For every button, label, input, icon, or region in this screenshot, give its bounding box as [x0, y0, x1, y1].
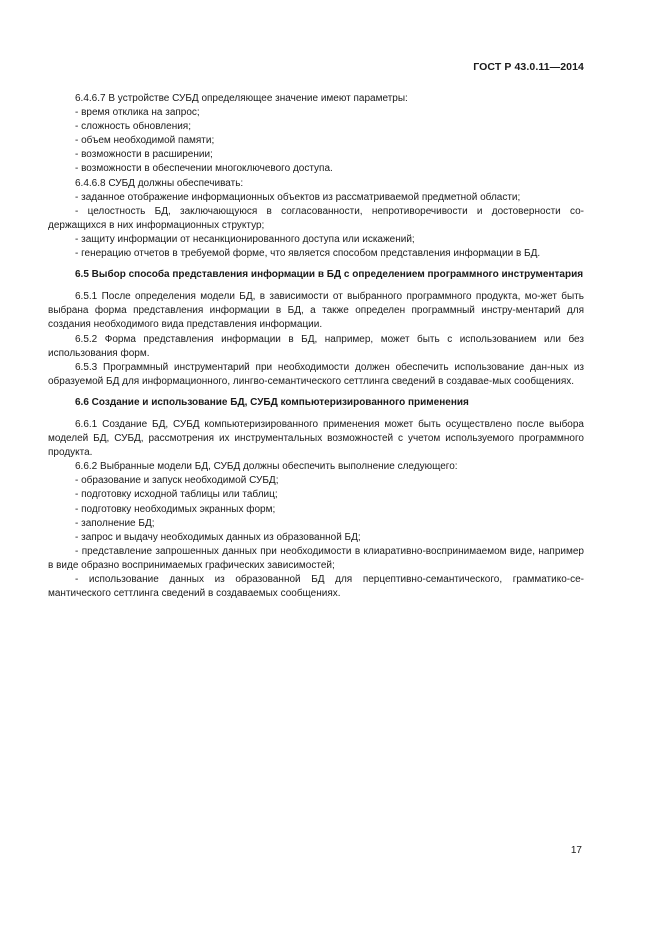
list-item: - образование и запуск необходимой СУБД;: [75, 475, 279, 487]
list-item: - сложность обновления;: [75, 121, 192, 133]
clause-6-5-1: 6.5.1 После определения модели БД, в зависимости от выбранного программного продукта, мо-жет быть выбрана форма представления информации в БД, а также определен программный инстру-ментарий для создания необходимого вида представления информации.: [48, 291, 584, 331]
clause-6-4-6-8: 6.4.6.8 СУБД должны обеспечивать:: [75, 177, 244, 189]
section-heading-6-6: 6.6 Создание и использование БД, СУБД компьютеризированного применения: [75, 396, 469, 408]
list-item: - подготовку исходной таблицы или таблиц;: [75, 489, 278, 501]
list-item: - возможности в обеспечении многоключевого доступа.: [75, 163, 333, 175]
clause-6-5-3: 6.5.3 Программный инструментарий при необходимости должен обеспечить использование дан-ных из образуемой БД для информационного, лингво-семантического сеттлинга сведений в создавае-мых сообщениях.: [48, 361, 584, 387]
list-item: - целостность БД, заключающуюся в согласованности, непротиворечивости и достоверности со-держащихся в них информационных структур;: [48, 205, 584, 231]
list-item: - защиту информации от несанкционированного доступа или искажений;: [75, 233, 415, 245]
clause-6-4-6-7: 6.4.6.7 В устройстве СУБД определяющее значение имеют параметры:: [75, 93, 408, 104]
list-item: - заполнение БД;: [75, 517, 155, 529]
list-item: - запрос и выдачу необходимых данных из образованной БД;: [75, 531, 361, 543]
list-item: - представление запрошенных данных при необходимости в клиаративно-воспринимаемом виде, например в виде образно воспринимаемых графических зависимостей;: [48, 545, 584, 571]
clause-6-5-2: 6.5.2 Форма представления информации в БД, например, может быть с использованием или без использования форм.: [48, 333, 584, 359]
list-item: - использование данных из образованной БД для перцептивно-семантического, грамматико-се-мантического сеттлинга сведений в создаваемых сообщениях.: [48, 574, 584, 600]
list-item: - заданное отображение информационных объектов из рассматриваемой предметной области;: [75, 191, 521, 203]
clause-6-6-2: 6.6.2 Выбранные модели БД, СУБД должны обеспечить выполнение следующего:: [75, 461, 458, 473]
page-content: [48, 92, 584, 601]
page-number: 17: [570, 845, 582, 856]
list-item: - объем необходимой памяти;: [75, 135, 215, 147]
list-item: - время отклика на запрос;: [75, 107, 200, 119]
clause-6-6-1: 6.6.1 Создание БД, СУБД компьютеризированного применения может быть осуществлено после выбора моделей БД, СУБД, рассмотрения их инструментальных возможностей с учетом используемого программного продукта.: [48, 418, 584, 459]
document-code: ГОСТ Р 43.0.11—2014: [473, 61, 584, 73]
list-item: - возможности в расширении;: [75, 149, 213, 161]
section-heading-6-5: 6.5 Выбор способа представления информации в БД с определением программного инструментария: [75, 269, 584, 281]
list-item: - генерацию отчетов в требуемой форме, что является способом представления информации в БД.: [75, 248, 541, 260]
list-item: - подготовку необходимых экранных форм;: [75, 503, 276, 515]
